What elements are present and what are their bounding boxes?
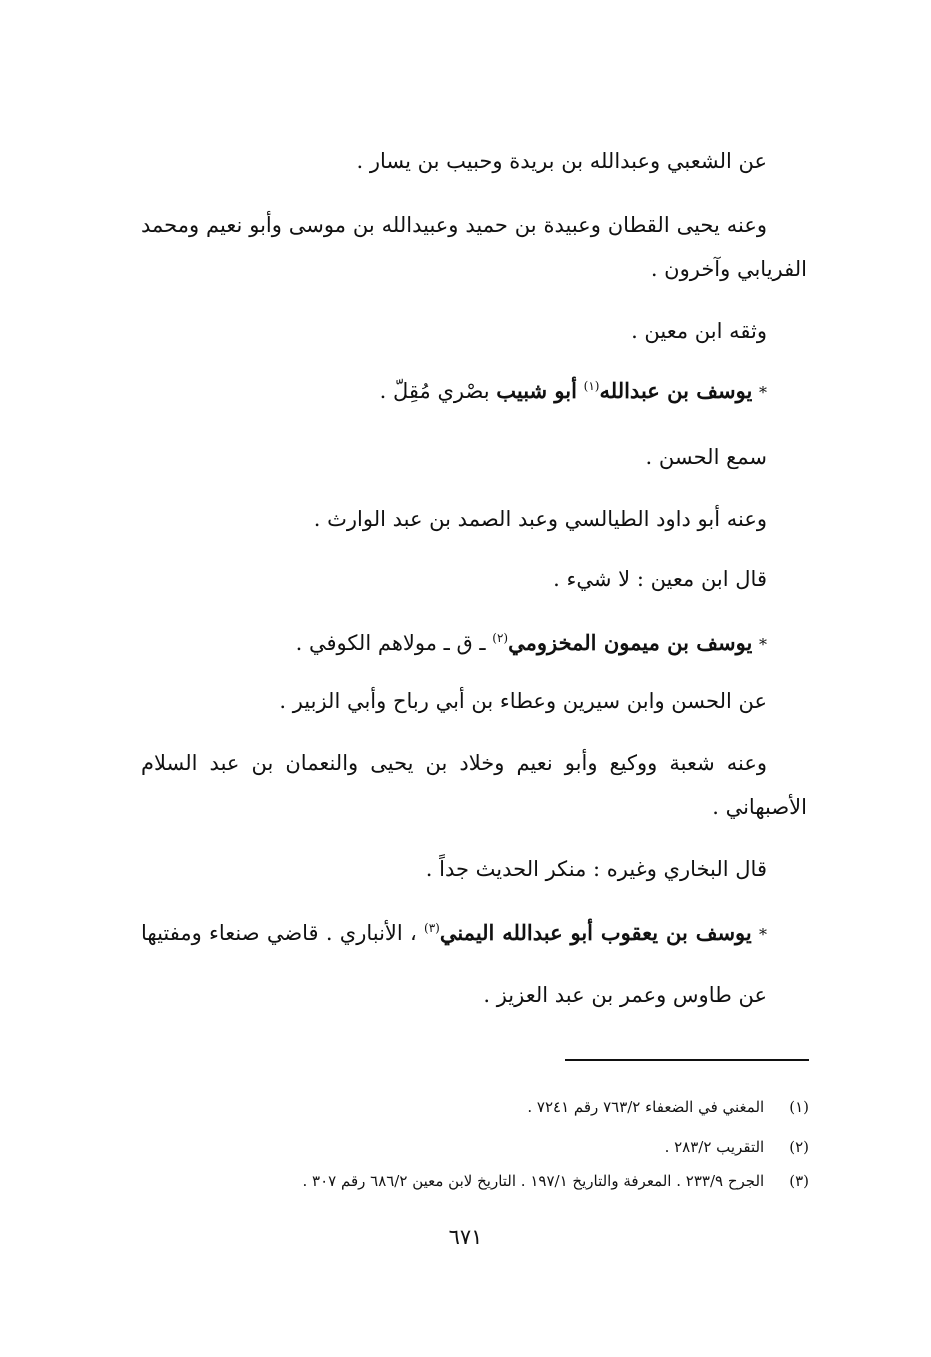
page-number: ٦٧١ <box>448 1225 483 1249</box>
footnote <box>527 1096 809 1118</box>
text-line: عن الحسن وابن سيرين وعطاء بن أبي رباح وأبي الزبير . <box>279 689 767 713</box>
entry-name: يوسف بن ميمون المخزومي <box>508 630 753 655</box>
footnote-ref: (١) <box>583 379 600 393</box>
entry-description: بصْري مُقِلّ . <box>379 379 490 403</box>
text-line: الفريابي وآخرون . <box>650 257 807 281</box>
footnote-text: المغني في الضعفاء ٧٦٣/٢ رقم ٧٢٤١ . <box>527 1098 765 1116</box>
entry-name: يوسف بن يعقوب أبو عبدالله اليمني <box>439 920 752 945</box>
footnote-ref: (٢) <box>492 631 509 645</box>
entry-star: * <box>759 635 767 654</box>
footnote-divider <box>565 1059 809 1061</box>
footnote-number: (٣) <box>789 1172 809 1190</box>
entry-heading <box>380 376 767 408</box>
text-line: قال البخاري وغيره : منكر الحديث جداً . <box>425 857 767 881</box>
text-line: عن الشعبي وعبدالله بن بريدة وحبيب بن يسار . <box>356 149 767 173</box>
footnote-text: التقريب ٢٨٣/٢ . <box>664 1138 765 1156</box>
entry-description: ، الأنباري . قاضي صنعاء ومفتيها <box>141 921 417 945</box>
entry-heading <box>141 918 767 950</box>
text-line: وعنه يحيى القطان وعبيدة بن حميد وعبيدالله بن موسى وأبو نعيم ومحمد <box>141 213 767 237</box>
text-line: وعنه أبو داود الطيالسي وعبد الصمد بن عبد الوارث . <box>313 507 767 531</box>
entry-star: * <box>758 925 767 944</box>
text-line: الأصبهاني . <box>712 795 807 819</box>
footnote <box>302 1170 809 1192</box>
footnote-ref: (٣) <box>424 921 440 935</box>
text-line: قال ابن معين : لا شيء . <box>553 567 767 591</box>
entry-description: ـ ق ـ مولاهم الكوفي . <box>295 631 486 655</box>
text-line: وثقه ابن معين . <box>631 319 767 343</box>
footnote-text: الجرح ٢٣٣/٩ . المعرفة والتاريخ ١٩٧/١ . التاريخ لابن معين ٦٨٦/٢ رقم ٣٠٧ . <box>302 1172 765 1190</box>
footnote-number: (٢) <box>789 1138 809 1156</box>
entry-kunya: أبو شبيب <box>496 378 577 403</box>
entry-star: * <box>759 383 767 402</box>
entry-heading <box>296 628 767 660</box>
text-line: عن طاوس وعمر بن عبد العزيز . <box>483 983 767 1007</box>
footnote-number: (١) <box>789 1098 809 1116</box>
footnote <box>665 1136 809 1158</box>
entry-name: يوسف بن عبدالله <box>599 378 753 403</box>
text-line: سمع الحسن . <box>645 445 767 469</box>
text-line: وعنه شعبة ووكيع وأبو نعيم وخلاد بن يحيى والنعمان بن عبد السلام <box>141 751 767 775</box>
